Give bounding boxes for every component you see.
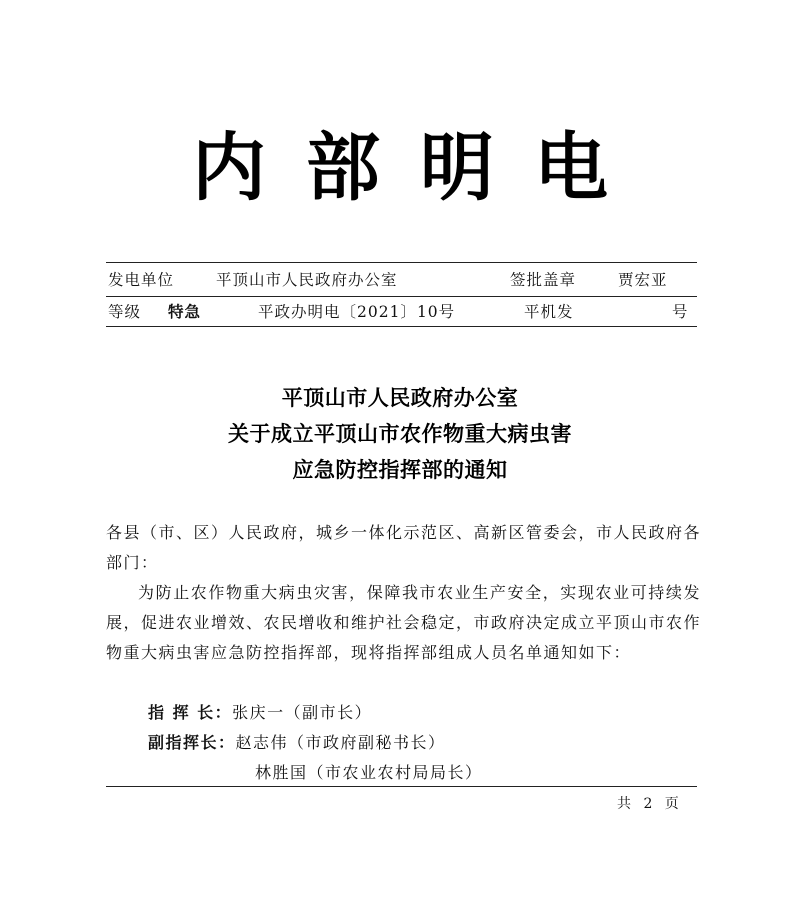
title-line-3: 应急防控指挥部的通知 xyxy=(292,458,508,482)
staff-row-deputy-2 xyxy=(255,758,483,788)
header-top-rule xyxy=(106,262,697,263)
title-line-2: 关于成立平顶山市农作物重大病虫害 xyxy=(228,422,572,446)
staff-member: 赵志伟（市政府副秘书长） xyxy=(235,733,446,752)
staff-role: 副指挥长： xyxy=(148,733,236,752)
staff-member: 张庆一（副市长） xyxy=(232,703,373,722)
approver-value: 贾宏亚 xyxy=(618,271,668,289)
meta-row-level xyxy=(106,298,697,326)
title-line-1: 平顶山市人民政府办公室 xyxy=(281,386,519,410)
salutation: 各县（市、区）人民政府，城乡一体化示范区、高新区管委会，市人民政府各部门： xyxy=(106,523,702,572)
header-bottom-rule xyxy=(106,326,697,327)
level-label: 等级 xyxy=(108,303,142,321)
machine-number-suffix: 号 xyxy=(672,303,689,321)
sender-label: 发电单位 xyxy=(108,271,175,289)
page-count: 共 2 页 xyxy=(617,796,683,812)
header-middle-rule xyxy=(106,296,697,297)
footer-rule xyxy=(106,786,697,787)
staff-member: 林胜国（市农业农村局局长） xyxy=(255,763,483,782)
document-number: 平政办明电〔2021〕10号 xyxy=(258,303,456,321)
document-masthead: 内部明电 xyxy=(192,125,648,211)
sender-value: 平顶山市人民政府办公室 xyxy=(216,271,398,289)
meta-row-sender xyxy=(106,266,697,294)
level-value: 特急 xyxy=(168,303,202,321)
approver-label: 签批盖章 xyxy=(510,271,577,289)
body-paragraph: 为防止农作物重大病虫灾害，保障我市农业生产安全，实现农业可持续发展，促进农业增效、农民增收和维护社会稳定，市政府决定成立平顶山市农作物重大病虫害应急防控指挥部，现将指挥部组成人员名单通知如下： xyxy=(106,583,702,662)
staff-row-commander xyxy=(148,698,372,728)
staff-row-deputy xyxy=(148,728,446,758)
machine-label: 平机发 xyxy=(524,303,574,321)
staff-role: 指 挥 长： xyxy=(148,703,233,722)
